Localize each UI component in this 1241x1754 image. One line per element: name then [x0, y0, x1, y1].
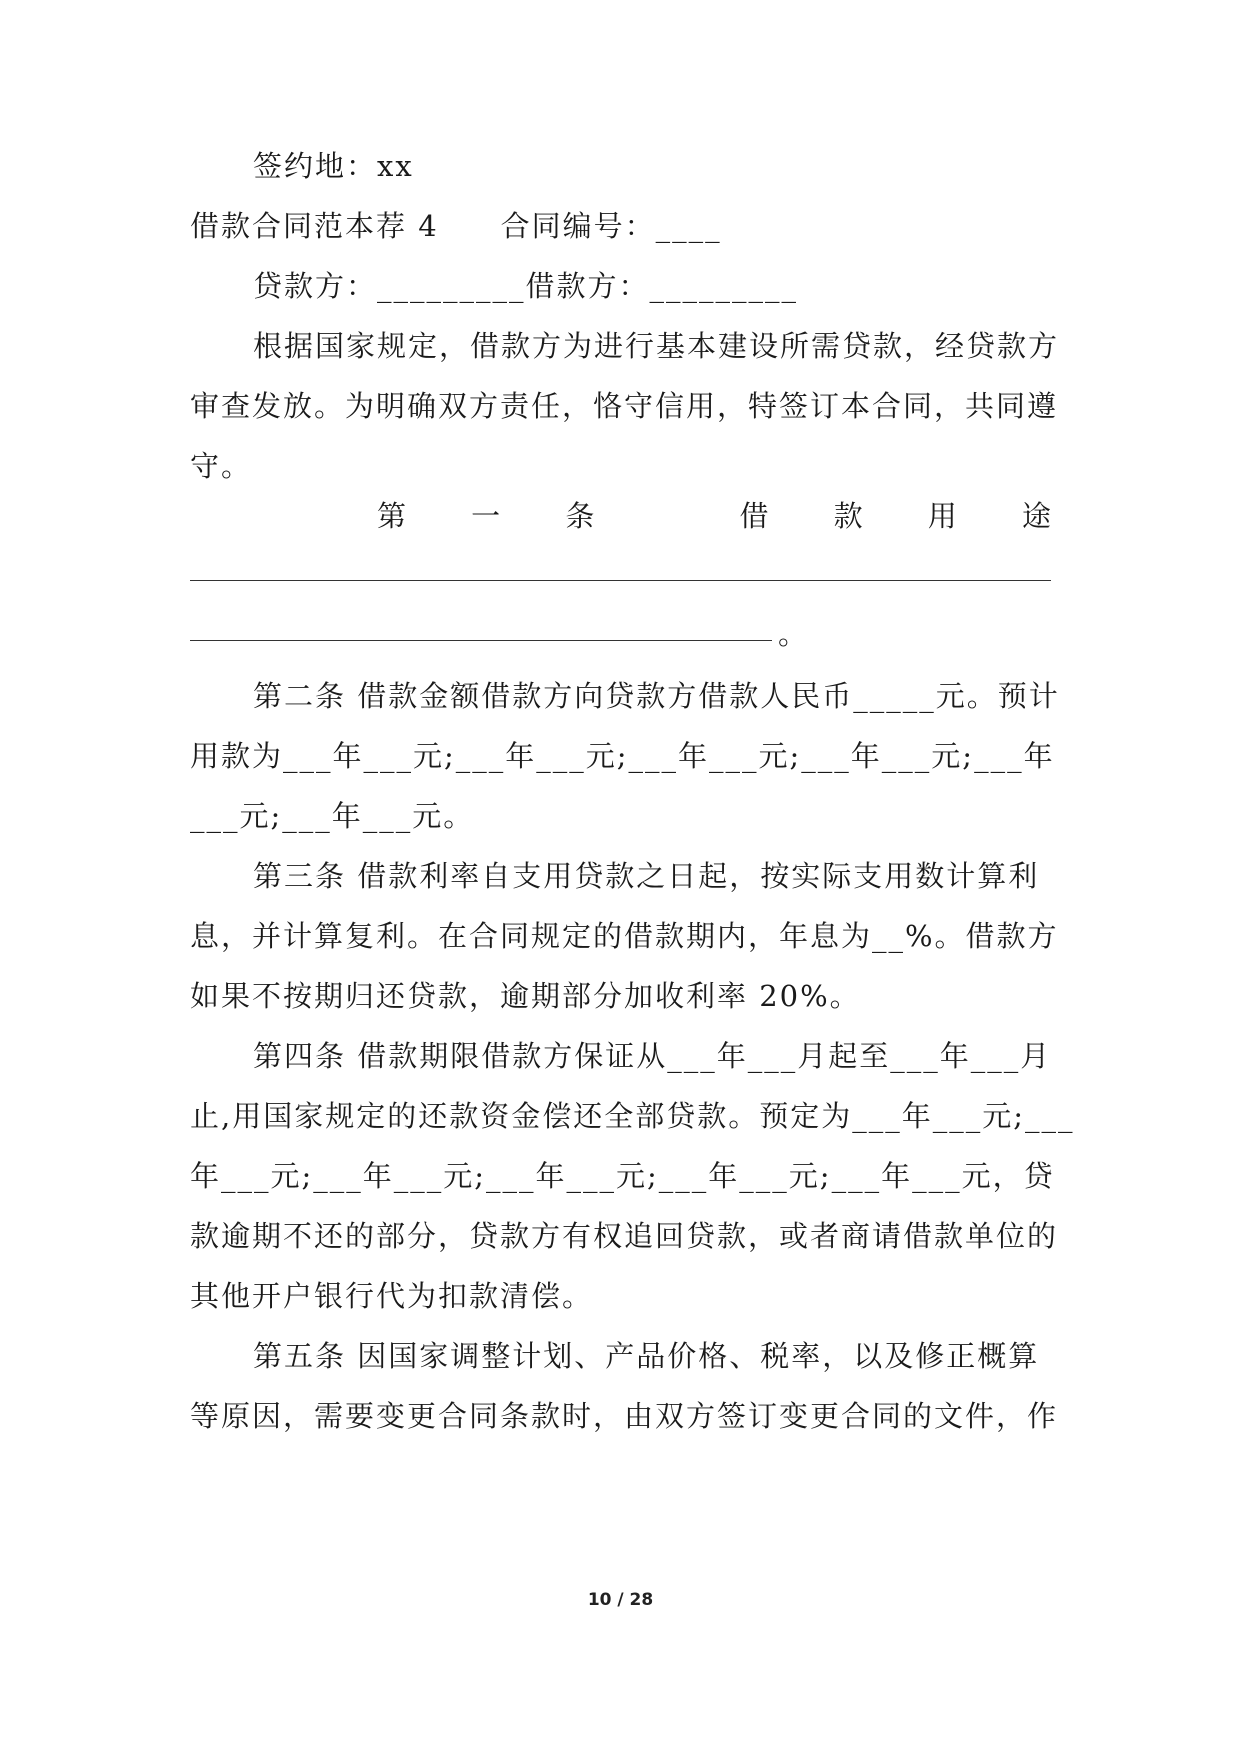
- article-five-line-1: 第五条 因国家调整计划、产品价格、税率，以及修正概算: [253, 1339, 1040, 1373]
- preamble-line-1: 根据国家规定，借款方为进行基本建设所需贷款，经贷款方: [253, 329, 1060, 363]
- article-three-line-2: 息，并计算复利。在合同规定的借款期内，年息为__%。借款方: [190, 919, 1059, 953]
- page-number: 10 / 28: [587, 1590, 654, 1610]
- heading-char: 途: [1021, 499, 1051, 533]
- article-five-line-2: 等原因，需要变更合同条款时，由双方签订变更合同的文件，作: [190, 1399, 1059, 1433]
- article-four-line-2: 止,用国家规定的还款资金偿还全部贷款。预定为___年___元;___: [190, 1099, 1075, 1133]
- article-four-line-1: 第四条 借款期限借款方保证从___年___月起至___年___月: [253, 1039, 1052, 1073]
- article-four-line-5: 其他开户银行代为扣款清偿。: [190, 1279, 594, 1313]
- preamble-line-2: 审查发放。为明确双方责任，恪守信用，特签订本合同，共同遵: [190, 389, 1059, 423]
- heading-char: 条: [565, 499, 595, 533]
- parties-line: 贷款方：_________借款方：_________: [253, 269, 799, 303]
- article-one-heading: [377, 496, 1051, 536]
- article-two-line-1: 第二条 借款金额借款方向贷款方借款人民币_____元。预计: [253, 679, 1060, 713]
- heading-char: 借: [739, 499, 769, 533]
- heading-char: 用: [927, 499, 957, 533]
- article-one-period: 。: [778, 617, 808, 651]
- article-two-line-3: ___元;___年___元。: [190, 799, 475, 833]
- article-three-line-1: 第三条 借款利率自支用贷款之日起，按实际支用数计算利: [253, 859, 1040, 893]
- preamble-line-3: 守。: [190, 449, 253, 483]
- article-four-line-4: 款逾期不还的部分，贷款方有权追回贷款，或者商请借款单位的: [190, 1219, 1059, 1253]
- article-one-blank-line-2: [190, 640, 772, 641]
- signing-place-line: 签约地：xx: [253, 149, 414, 183]
- heading-char: 第: [377, 499, 407, 533]
- article-one-blank-line-1: [190, 580, 1051, 581]
- article-three-line-3: 如果不按期归还贷款，逾期部分加收利率 20%。: [190, 979, 861, 1013]
- heading-char: 款: [833, 499, 863, 533]
- article-four-line-3: 年___元;___年___元;___年___元;___年___元;___年___元，贷: [190, 1159, 1055, 1193]
- contract-title-number-line: 借款合同范本荐 4 合同编号：____: [190, 209, 722, 243]
- heading-char: 一: [471, 499, 501, 533]
- article-two-line-2: 用款为___年___元;___年___元;___年___元;___年___元;___年: [190, 739, 1055, 773]
